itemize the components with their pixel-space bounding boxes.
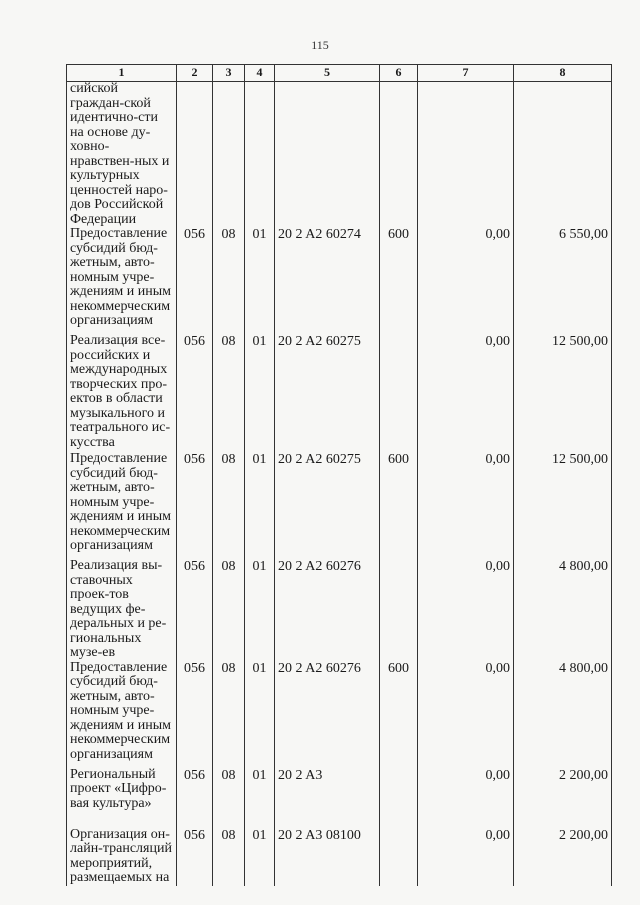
row-name: Реализация вы-ставочных проек-тов ведущих фе-деральных и ре-гиональных музе-ев <box>67 559 177 661</box>
row-name: Организация он-лайн-трансляций мероприятий, размещаемых на <box>67 828 177 886</box>
cell-target-code: 20 2 A2 60274 <box>275 227 380 334</box>
cell-amount-8: 2 200,00 <box>514 828 612 886</box>
cell-ministry: 056 <box>177 452 213 559</box>
cell-amount-7: 0,00 <box>418 452 514 559</box>
cell-expense-type <box>380 82 418 228</box>
cell-target-code: 20 2 A3 08100 <box>275 828 380 886</box>
cell-amount-8: 12 500,00 <box>514 334 612 452</box>
cell-subsection: 01 <box>245 661 275 768</box>
row-name: сийской граждан-ской идентично-сти на основе ду-ховно-нравствен-ных и культурных ценностей наро-дов Российской Федерации <box>67 82 177 228</box>
column-header: 3 <box>213 65 245 82</box>
cell-ministry: 056 <box>177 334 213 452</box>
cell-ministry: 056 <box>177 828 213 886</box>
cell-subsection: 01 <box>245 768 275 828</box>
cell-section: 08 <box>213 334 245 452</box>
cell-target-code <box>275 82 380 228</box>
cell-amount-8: 4 800,00 <box>514 661 612 768</box>
cell-expense-type: 600 <box>380 227 418 334</box>
cell-amount-8: 6 550,00 <box>514 227 612 334</box>
table-row <box>67 661 612 768</box>
row-name: Региональный проект «Цифро-вая культура» <box>67 768 177 828</box>
table-row <box>67 227 612 334</box>
cell-amount-8: 12 500,00 <box>514 452 612 559</box>
cell-amount-7 <box>418 82 514 228</box>
table-header-row <box>67 65 612 82</box>
cell-ministry: 056 <box>177 661 213 768</box>
cell-expense-type: 600 <box>380 661 418 768</box>
column-header: 1 <box>67 65 177 82</box>
cell-amount-7: 0,00 <box>418 334 514 452</box>
row-name: Реализация все-российских и международных творческих про-ектов в области музыкального и театрального ис-кусства <box>67 334 177 452</box>
column-header: 7 <box>418 65 514 82</box>
cell-amount-8: 2 200,00 <box>514 768 612 828</box>
cell-target-code: 20 2 A2 60275 <box>275 334 380 452</box>
cell-ministry: 056 <box>177 227 213 334</box>
cell-target-code: 20 2 A2 60276 <box>275 661 380 768</box>
table-row <box>67 559 612 661</box>
cell-ministry: 056 <box>177 559 213 661</box>
cell-expense-type <box>380 559 418 661</box>
cell-amount-7: 0,00 <box>418 559 514 661</box>
table-row <box>67 768 612 828</box>
cell-ministry <box>177 82 213 228</box>
column-header: 8 <box>514 65 612 82</box>
cell-subsection: 01 <box>245 227 275 334</box>
cell-section: 08 <box>213 452 245 559</box>
cell-subsection <box>245 82 275 228</box>
cell-amount-7: 0,00 <box>418 661 514 768</box>
cell-section: 08 <box>213 768 245 828</box>
cell-section: 08 <box>213 227 245 334</box>
cell-target-code: 20 2 A2 60276 <box>275 559 380 661</box>
table-row <box>67 452 612 559</box>
cell-ministry: 056 <box>177 768 213 828</box>
cell-section: 08 <box>213 661 245 768</box>
column-header: 5 <box>275 65 380 82</box>
cell-target-code: 20 2 A3 <box>275 768 380 828</box>
cell-expense-type <box>380 768 418 828</box>
row-name: Предоставление субсидий бюд-жетным, авто-номным учре-ждениям и иным некоммерческим организациям <box>67 227 177 334</box>
budget-table <box>66 64 612 886</box>
row-name: Предоставление субсидий бюд-жетным, авто-номным учре-ждениям и иным некоммерческим организациям <box>67 661 177 768</box>
cell-section: 08 <box>213 559 245 661</box>
page-number: 115 <box>311 38 329 52</box>
cell-amount-8 <box>514 82 612 228</box>
row-name: Предоставление субсидий бюд-жетным, авто-номным учре-ждениям и иным некоммерческим организациям <box>67 452 177 559</box>
cell-expense-type <box>380 334 418 452</box>
cell-subsection: 01 <box>245 452 275 559</box>
column-header: 4 <box>245 65 275 82</box>
cell-amount-7: 0,00 <box>418 768 514 828</box>
table-row <box>67 82 612 228</box>
cell-expense-type <box>380 828 418 886</box>
column-header: 2 <box>177 65 213 82</box>
table-row <box>67 828 612 886</box>
cell-expense-type: 600 <box>380 452 418 559</box>
cell-amount-7: 0,00 <box>418 828 514 886</box>
table-row <box>67 334 612 452</box>
column-header: 6 <box>380 65 418 82</box>
cell-amount-7: 0,00 <box>418 227 514 334</box>
cell-subsection: 01 <box>245 828 275 886</box>
cell-amount-8: 4 800,00 <box>514 559 612 661</box>
cell-subsection: 01 <box>245 559 275 661</box>
cell-section <box>213 82 245 228</box>
cell-section: 08 <box>213 828 245 886</box>
cell-target-code: 20 2 A2 60275 <box>275 452 380 559</box>
cell-subsection: 01 <box>245 334 275 452</box>
